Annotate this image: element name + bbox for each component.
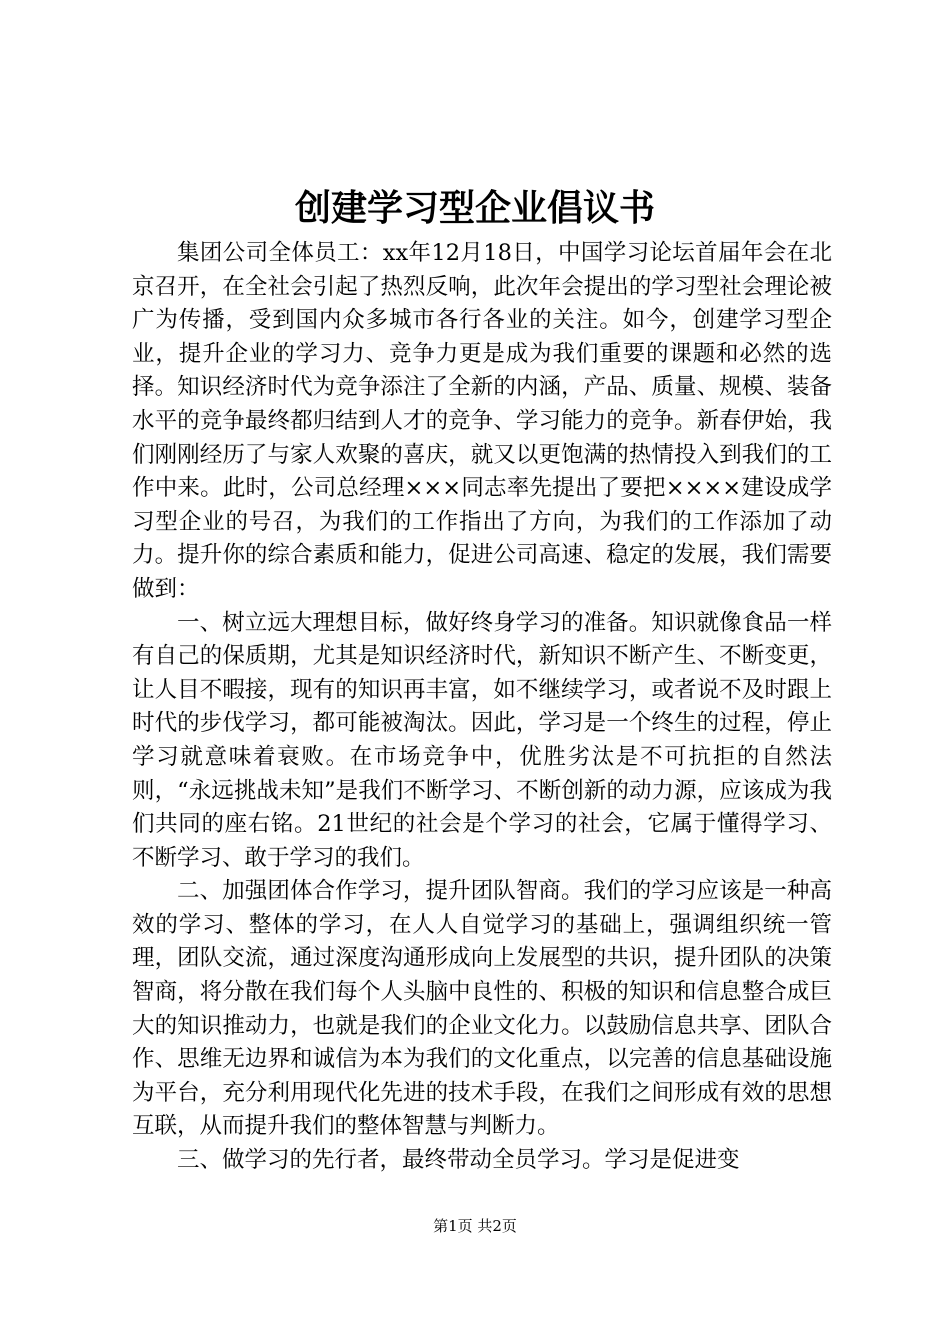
paragraph-intro: 集团公司全体员工：xx年12月18日，中国学习论坛首届年会在北京召开，在全社会引起了热烈反响，此次年会提出的学习型社会理论被广为传播，受到国内众多城市各行各业的关注。如今，创建学习型企业，提升企业的学习力、竞争力更是成为我们重要的课题和必然的选择。知识经济时代为竞争添注了全新的内涵，产品、质量、规模、装备水平的竞争最终都归结到人才的竞争、学习能力的竞争。新春伊始，我们刚刚经历了与家人欢聚的喜庆，就又以更饱满的热情投入到我们的工作中来。此时，公司总经理×××同志率先提出了要把××××建设成学习型企业的号召，为我们的工作指出了方向，为我们的工作添加了动力。提升你的综合素质和能力，促进公司高速、稳定的发展，我们需要做到：: [132, 240, 832, 602]
paragraph-point-two: 二、加强团体合作学习，提升团队智商。我们的学习应该是一种高效的学习、整体的学习，在人人自觉学习的基础上，强调组织统一管理，团队交流，通过深度沟通形成向上发展型的共识，提升团队的决策智商，将分散在我们每个人头脑中良性的、积极的知识和信息整合成巨大的知识推动力，也就是我们的企业文化力。以鼓励信息共享、团队合作、思维无边界和诚信为本为我们的文化重点，以完善的信息基础设施为平台，充分利用现代化先进的技术手段，在我们之间形成有效的思想互联，从而提升我们的整体智慧与判断力。: [132, 878, 832, 1140]
document-body: [132, 237, 832, 1178]
page-title: 创建学习型企业倡议书: [294, 187, 655, 229]
paragraph-point-one: 一、树立远大理想目标，做好终身学习的准备。知识就像食品一样有自己的保质期，尤其是知识经济时代，新知识不断产生、不断变更，让人目不暇接，现有的知识再丰富，如不继续学习，或者说不及时跟上时代的步伐学习，都可能被淘汰。因此，学习是一个终生的过程，停止学习就意味着衰败。在市场竞争中，优胜劣汰是不可抗拒的自然法则，“永远挑战未知”是我们不断学习、不断创新的动力源，应该成为我们共同的座右铭。21世纪的社会是个学习的社会，它属于懂得学习、不断学习、敢于学习的我们。: [132, 609, 832, 871]
page-footer: 第1页 共2页: [433, 1217, 517, 1235]
paragraph-point-three: 三、做学习的先行者，最终带动全员学习。学习是促进变: [177, 1147, 740, 1174]
